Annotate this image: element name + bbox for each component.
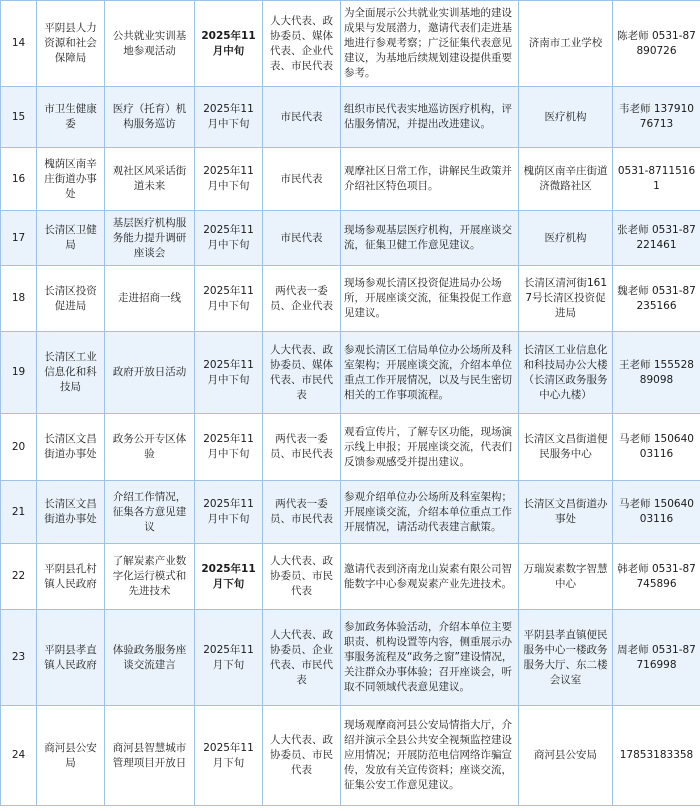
table-row [1,544,700,610]
location-cell: 长清区文昌街道办事处 [519,481,613,544]
contact-cell: 韦老师 13791076713 [613,87,700,148]
row-number: 21 [1,481,37,544]
organizer-cell: 长清区文昌街道办事处 [37,481,105,544]
participants-cell: 人大代表、政协委员、市民代表 [263,544,341,610]
table-row [1,610,700,706]
location-cell: 商河县公安局 [519,706,613,806]
location-cell: 长清区工业信息化和科技局办公大楼（长清区政务服务中心九楼） [519,332,613,414]
contact-cell: 张老师 0531-87221461 [613,211,700,266]
table-row [1,332,700,414]
organizer-cell: 长清区文昌街道办事处 [37,414,105,481]
organizer-cell: 市卫生健康委 [37,87,105,148]
row-number: 17 [1,211,37,266]
location-cell: 长清区文昌街道便民服务中心 [519,414,613,481]
contact-cell: 周老师 0531-87716998 [613,610,700,706]
content-cell: 邀请代表到济南龙山炭素有限公司智能数字中心参观炭素产业先进技术。 [341,544,519,610]
activity-name-cell: 走进招商一线 [105,266,195,332]
contact-cell: 魏老师 0531-87235166 [613,266,700,332]
activity-name-cell: 体验政务服务座谈交流建言 [105,610,195,706]
content-cell: 现场参观基层医疗机构，开展座谈交流，征集卫健工作意见建议。 [341,211,519,266]
row-number: 14 [1,1,37,87]
participants-cell: 人大代表、政协委员、媒体代表、市民代表 [263,332,341,414]
time-cell: 2025年11月中下旬 [195,332,263,414]
organizer-cell: 长清区投资促进局 [37,266,105,332]
table-row [1,211,700,266]
location-cell: 医疗机构 [519,87,613,148]
contact-cell: 陈老师 0531-87890726 [613,1,700,87]
row-number: 20 [1,414,37,481]
activity-name-cell: 政务公开专区体验 [105,414,195,481]
time-cell: 2025年11月下旬 [195,610,263,706]
table-row [1,1,700,87]
table-row [1,266,700,332]
organizer-cell: 平阴县孝直镇人民政府 [37,610,105,706]
activity-name-cell: 观社区风采话街道未来 [105,148,195,211]
time-cell: 2025年11月下旬 [195,544,263,610]
row-number: 15 [1,87,37,148]
activity-name-cell: 基层医疗机构服务能力提升调研座谈会 [105,211,195,266]
row-number: 23 [1,610,37,706]
table-row [1,706,700,806]
table-row [1,481,700,544]
content-cell: 观看宣传片，了解专区功能，现场演示线上申报；开展座谈交流，代表们反馈参观感受并提出建议。 [341,414,519,481]
time-cell: 2025年11月中旬 [195,1,263,87]
activity-name-cell: 介绍工作情况，征集各方意见建议 [105,481,195,544]
table-row [1,87,700,148]
activity-name-cell: 医疗（托育）机构服务巡访 [105,87,195,148]
contact-cell: 17853183358 [613,706,700,806]
row-number: 16 [1,148,37,211]
location-cell: 长清区清河街1617号长清区投资促进局 [519,266,613,332]
participants-cell: 市民代表 [263,211,341,266]
participants-cell: 两代表一委员、企业代表 [263,266,341,332]
organizer-cell: 商河县公安局 [37,706,105,806]
participants-cell: 人大代表、政协委员、市民代表 [263,706,341,806]
location-cell: 平阴县孝直镇便民服务中心一楼政务服务大厅、东二楼会议室 [519,610,613,706]
row-number: 24 [1,706,37,806]
time-cell: 2025年11月中下旬 [195,266,263,332]
row-number: 19 [1,332,37,414]
activity-name-cell: 了解炭素产业数字化运行模式和先进技术 [105,544,195,610]
participants-cell: 市民代表 [263,148,341,211]
organizer-cell: 槐荫区南辛庄街道办事处 [37,148,105,211]
participants-cell: 人大代表、政协委员、媒体代表、企业代表、市民代表 [263,1,341,87]
row-number: 22 [1,544,37,610]
content-cell: 组织市民代表实地巡访医疗机构，评估服务情况，并提出改进建议。 [341,87,519,148]
content-cell: 现场观摩商河县公安局情指大厅，介绍并演示全县公共安全视频监控建设应用情况；开展防范电信网络诈骗宣传，发放有关宣传资料；座谈交流，征集公安工作意见建议。 [341,706,519,806]
content-cell: 现场参观长清区投资促进局办公场所，开展座谈交流，征集投促工作意见建议。 [341,266,519,332]
activity-name-cell: 公共就业实训基地参观活动 [105,1,195,87]
participants-cell: 人大代表、政协委员、企业代表、市民代表 [263,610,341,706]
participants-cell: 两代表一委员、市民代表 [263,414,341,481]
content-cell: 观摩社区日常工作，讲解民生政策并介绍社区特色项目。 [341,148,519,211]
participants-cell: 市民代表 [263,87,341,148]
time-cell: 2025年11月下旬 [195,706,263,806]
participants-cell: 两代表一委员、市民代表 [263,481,341,544]
contact-cell: 0531-87115161 [613,148,700,211]
activity-name-cell: 政府开放日活动 [105,332,195,414]
content-cell: 参加政务体验活动，介绍本单位主要职责、机构设置等内容，侧重展示办事服务流程及“政务之窗”建设情况，关注群众办事体验；召开座谈会，听取不同领域代表意见建议。 [341,610,519,706]
table-row [1,148,700,211]
location-cell: 医疗机构 [519,211,613,266]
content-cell: 参观长清区工信局单位办公场所及科室架构；开展座谈交流，介绍本单位重点工作开展情况，以及与民生密切相关的工作事项流程。 [341,332,519,414]
contact-cell: 马老师 15064003116 [613,414,700,481]
location-cell: 济南市工业学校 [519,1,613,87]
row-number: 18 [1,266,37,332]
time-cell: 2025年11月中下旬 [195,211,263,266]
content-cell: 为全面展示公共就业实训基地的建设成果与发展潜力，邀请代表们走进基地进行参观考察；广泛征集代表意见建议，为基地后续规划建设提供重要参考。 [341,1,519,87]
contact-cell: 马老师 15064003116 [613,481,700,544]
time-cell: 2025年11月中下旬 [195,481,263,544]
time-cell: 2025年11月中下旬 [195,414,263,481]
time-cell: 2025年11月中下旬 [195,148,263,211]
contact-cell: 王老师 15552889098 [613,332,700,414]
location-cell: 万瑞炭素数字智慧中心 [519,544,613,610]
contact-cell: 韩老师 0531-87745896 [613,544,700,610]
table-row [1,414,700,481]
location-cell: 槐荫区南辛庄街道济微路社区 [519,148,613,211]
activity-name-cell: 商河县智慧城市管理项目开放日 [105,706,195,806]
organizer-cell: 平阴县人力资源和社会保障局 [37,1,105,87]
organizer-cell: 平阴县孔村镇人民政府 [37,544,105,610]
organizer-cell: 长清区工业信息化和科技局 [37,332,105,414]
time-cell: 2025年11月中下旬 [195,87,263,148]
content-cell: 参观介绍单位办公场所及科室架构；开展座谈交流，介绍本单位重点工作开展情况，请活动代表建言献策。 [341,481,519,544]
organizer-cell: 长清区卫健局 [37,211,105,266]
